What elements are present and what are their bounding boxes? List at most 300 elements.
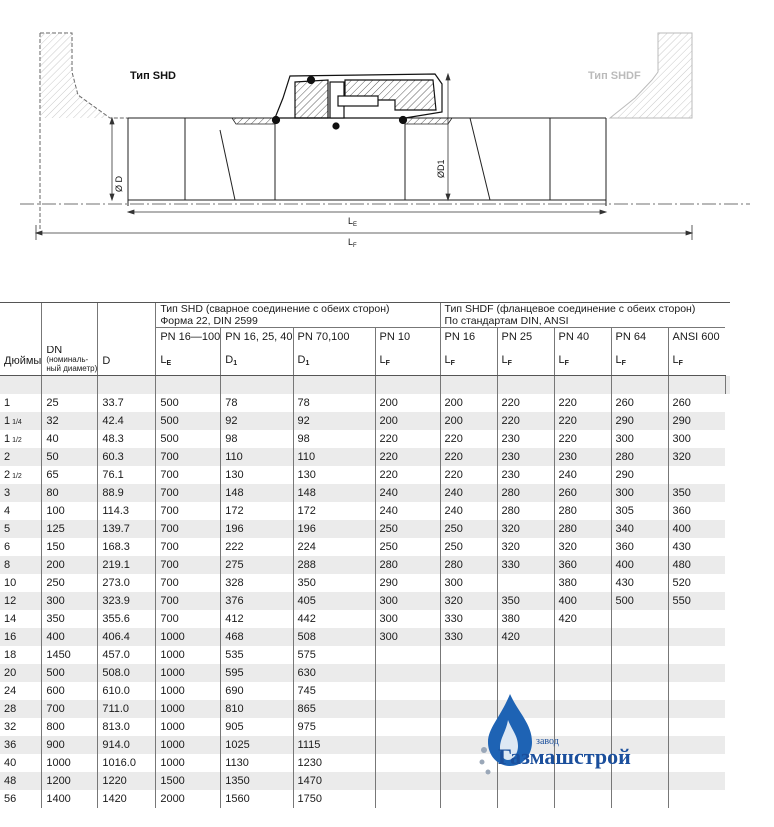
cell-lf-pn10: 290: [375, 574, 440, 592]
cell-le: 1000: [156, 646, 221, 664]
header-row-groups: [0, 303, 730, 328]
cell-dn: 700: [42, 700, 98, 718]
cell-dn: 40: [42, 430, 98, 448]
cell-le: 1000: [156, 718, 221, 736]
cell-inch: 3: [0, 484, 42, 502]
cell-lf-ansi600: 300: [668, 430, 725, 448]
cell-lf-ansi600: 350: [668, 484, 725, 502]
cell-inch: 5: [0, 520, 42, 538]
cell-d: 610.0: [98, 682, 156, 700]
cell-inch: 4: [0, 502, 42, 520]
col-lf6-main: L: [672, 354, 679, 366]
cell-le: 700: [156, 592, 221, 610]
dim-le-label: [348, 216, 357, 228]
cell-lf-pn40: 380: [554, 574, 611, 592]
col-lf-header-3: [497, 346, 554, 376]
cell-d: 168.3: [98, 538, 156, 556]
cell-d: 711.0: [98, 700, 156, 718]
cell-d: 42.4: [98, 412, 156, 430]
cell-lf-pn64: [611, 628, 668, 646]
cell-lf-pn16: 220: [440, 466, 497, 484]
cell-lf-pn40: [554, 646, 611, 664]
cell-le: 1000: [156, 664, 221, 682]
cell-inch: 56: [0, 790, 42, 808]
cell-lf-ansi600: 290: [668, 412, 725, 430]
cell-lf-pn40: 420: [554, 610, 611, 628]
cell-le: 700: [156, 538, 221, 556]
spacer-row: [0, 376, 730, 395]
cell-lf-pn40: 260: [554, 484, 611, 502]
cell-dn: 300: [42, 592, 98, 610]
cell-dn: 250: [42, 574, 98, 592]
cell-d: 48.3: [98, 430, 156, 448]
col-d1b-main: D: [297, 354, 306, 366]
cell-d1-a: 1025: [221, 736, 293, 754]
cell-d1-a: 222: [221, 538, 293, 556]
cell-lf-ansi600: 430: [668, 538, 725, 556]
inch-whole: 1: [4, 415, 11, 427]
group-shd-standard: Форма 22, DIN 2599: [160, 315, 258, 327]
cell-d: 33.7: [98, 394, 156, 412]
cell-lf-pn16: [440, 790, 497, 808]
cell-d1-a: 1350: [221, 772, 293, 790]
cell-d1-a: 78: [221, 394, 293, 412]
cell-lf-pn25: 280: [497, 484, 554, 502]
inch-fraction: 1/2: [10, 437, 22, 444]
table-row: [0, 610, 730, 628]
cell-lf-pn10: 300: [375, 628, 440, 646]
cell-d1-a: 148: [221, 484, 293, 502]
cell-dn: 125: [42, 520, 98, 538]
col-lf2-main: L: [444, 354, 451, 366]
cell-lf-ansi600: 480: [668, 556, 725, 574]
cell-lf-pn10: 220: [375, 430, 440, 448]
cell-le: 1000: [156, 628, 221, 646]
inch-fraction: 1/2: [10, 473, 22, 480]
cell-lf-ansi600: [668, 646, 725, 664]
cell-inch: 12: [0, 592, 42, 610]
dim-lf-main: L: [348, 237, 354, 247]
cell-dn: 50: [42, 448, 98, 466]
cell-inch: 6: [0, 538, 42, 556]
cell-lf-ansi600: 260: [668, 394, 725, 412]
cell-d: 1420: [98, 790, 156, 808]
cell-inch: 8: [0, 556, 42, 574]
cell-lf-pn25: 380: [497, 610, 554, 628]
cell-d1-b: 1750: [293, 790, 375, 808]
cell-d1-b: 745: [293, 682, 375, 700]
cell-lf-pn25: 230: [497, 430, 554, 448]
company-logo: [478, 690, 678, 785]
cell-inch: [0, 430, 42, 448]
cell-lf-pn64: 280: [611, 448, 668, 466]
cell-d1-a: 110: [221, 448, 293, 466]
cell-lf-pn10: 300: [375, 592, 440, 610]
table-row: [0, 520, 730, 538]
cell-lf-pn25: [497, 664, 554, 682]
cell-d1-a: 810: [221, 700, 293, 718]
cell-d1-a: 98: [221, 430, 293, 448]
cell-inch: 24: [0, 682, 42, 700]
cell-d1-b: 98: [293, 430, 375, 448]
cell-d1-b: 110: [293, 448, 375, 466]
table-row: [0, 502, 730, 520]
col-le-sub: E: [166, 360, 172, 367]
col-d-header: D: [98, 346, 156, 376]
cell-lf-ansi600: [668, 790, 725, 808]
cell-lf-ansi600: 320: [668, 448, 725, 466]
group-shd-title: Тип SHD (сварное соединение с обеих сторон): [160, 303, 390, 315]
cell-inch: 32: [0, 718, 42, 736]
cell-lf-pn10: [375, 754, 440, 772]
col-lf3-main: L: [501, 354, 508, 366]
cell-le: 700: [156, 448, 221, 466]
cell-d1-a: 1130: [221, 754, 293, 772]
cell-lf-pn25: 320: [497, 520, 554, 538]
cell-inch: 20: [0, 664, 42, 682]
table-row: [0, 556, 730, 574]
cell-d: 457.0: [98, 646, 156, 664]
cell-d1-b: 405: [293, 592, 375, 610]
cell-le: 1500: [156, 772, 221, 790]
cell-dn: 400: [42, 628, 98, 646]
cell-le: 700: [156, 466, 221, 484]
pressure-shdf-1: PN 10: [375, 328, 440, 347]
left-flange-hatch: [40, 33, 110, 118]
col-dn-header: [42, 346, 98, 376]
pressure-shd-1: PN 16—100: [156, 328, 221, 347]
cell-dn: 600: [42, 682, 98, 700]
cell-inch: 10: [0, 574, 42, 592]
table-row: [0, 790, 730, 808]
cell-d1-a: 376: [221, 592, 293, 610]
cell-d1-b: 148: [293, 484, 375, 502]
cell-d1-b: 508: [293, 628, 375, 646]
cell-dn: 200: [42, 556, 98, 574]
cell-d1-b: 1470: [293, 772, 375, 790]
cell-d1-a: 92: [221, 412, 293, 430]
table-row: [0, 484, 730, 502]
cell-lf-ansi600: 550: [668, 592, 725, 610]
cell-lf-pn40: 400: [554, 592, 611, 610]
cell-d: 323.9: [98, 592, 156, 610]
cell-lf-pn10: 240: [375, 502, 440, 520]
cell-d1-a: 196: [221, 520, 293, 538]
cell-le: 700: [156, 520, 221, 538]
cell-dn: 150: [42, 538, 98, 556]
dim-d-label: Ø D: [114, 175, 124, 192]
cell-d1-b: 172: [293, 502, 375, 520]
cell-lf-pn64: 340: [611, 520, 668, 538]
col-lf5-sub: F: [621, 360, 626, 367]
cell-d: 76.1: [98, 466, 156, 484]
cell-lf-pn40: 360: [554, 556, 611, 574]
cell-d1-b: 575: [293, 646, 375, 664]
technical-drawing: [0, 0, 774, 300]
cell-lf-ansi600: [668, 610, 725, 628]
cell-lf-pn16: 250: [440, 538, 497, 556]
cell-lf-pn16: [440, 664, 497, 682]
cell-lf-pn16: 300: [440, 574, 497, 592]
cell-lf-pn40: 240: [554, 466, 611, 484]
cell-lf-pn64: [611, 646, 668, 664]
dim-d1-label: ØD1: [436, 159, 446, 178]
cell-d: 914.0: [98, 736, 156, 754]
cell-d1-a: 595: [221, 664, 293, 682]
col-lf1-main: L: [379, 354, 386, 366]
cell-lf-pn10: 200: [375, 412, 440, 430]
cell-lf-pn10: 220: [375, 448, 440, 466]
cell-lf-pn25: 350: [497, 592, 554, 610]
cell-d1-a: 328: [221, 574, 293, 592]
cell-lf-pn64: 360: [611, 538, 668, 556]
group-shdf-standard: По стандартам DIN, ANSI: [444, 315, 569, 327]
cell-d1-a: 412: [221, 610, 293, 628]
cell-lf-pn10: 220: [375, 466, 440, 484]
cell-lf-pn25: 280: [497, 502, 554, 520]
cell-dn: 900: [42, 736, 98, 754]
cell-d: 1016.0: [98, 754, 156, 772]
cell-lf-pn64: 400: [611, 556, 668, 574]
cell-lf-pn40: 230: [554, 448, 611, 466]
table-row: [0, 628, 730, 646]
cell-inch: 40: [0, 754, 42, 772]
col-lf5-main: L: [615, 354, 622, 366]
cell-lf-pn40: 220: [554, 430, 611, 448]
cell-inch: 1: [0, 394, 42, 412]
cell-lf-pn64: 430: [611, 574, 668, 592]
cell-lf-pn10: 240: [375, 484, 440, 502]
inch-fraction: 1/4: [10, 419, 22, 426]
cell-lf-pn16: 250: [440, 520, 497, 538]
cell-dn: 100: [42, 502, 98, 520]
cell-dn: 80: [42, 484, 98, 502]
cell-le: 500: [156, 394, 221, 412]
cell-d1-b: 224: [293, 538, 375, 556]
cell-le: 700: [156, 556, 221, 574]
cell-lf-pn25: [497, 574, 554, 592]
cell-lf-pn16: 330: [440, 610, 497, 628]
cell-lf-pn10: 250: [375, 520, 440, 538]
cell-inch: 48: [0, 772, 42, 790]
table-row: [0, 538, 730, 556]
cell-lf-ansi600: 400: [668, 520, 725, 538]
cell-lf-pn64: 290: [611, 466, 668, 484]
pressure-shd-3: PN 70,100: [293, 328, 375, 347]
col-d1a-sub: 1: [233, 360, 238, 367]
cell-le: 1000: [156, 682, 221, 700]
group-shdf-title: Тип SHDF (фланцевое соединение с обеих сторон): [444, 303, 696, 315]
pressure-shdf-5: PN 64: [611, 328, 668, 347]
cell-d: 60.3: [98, 448, 156, 466]
cell-d1-a: 172: [221, 502, 293, 520]
pressure-shdf-3: PN 25: [497, 328, 554, 347]
pressure-shdf-2: PN 16: [440, 328, 497, 347]
cell-d: 219.1: [98, 556, 156, 574]
dim-lf-sub: F: [353, 243, 357, 249]
cell-lf-pn40: 220: [554, 412, 611, 430]
cell-d1-a: 905: [221, 718, 293, 736]
col-lf4-main: L: [558, 354, 565, 366]
cell-lf-pn40: 280: [554, 502, 611, 520]
cell-lf-pn10: [375, 664, 440, 682]
cell-lf-pn16: [440, 646, 497, 664]
cell-lf-pn64: 300: [611, 430, 668, 448]
col-d1a-main: D: [225, 354, 234, 366]
cell-lf-pn64: 305: [611, 502, 668, 520]
cell-lf-pn10: 300: [375, 610, 440, 628]
cell-d: 406.4: [98, 628, 156, 646]
pressure-shdf-4: PN 40: [554, 328, 611, 347]
col-dn-label: DN: [46, 346, 63, 356]
cell-d: 114.3: [98, 502, 156, 520]
cell-le: 700: [156, 574, 221, 592]
logo-small-text: завод: [536, 736, 559, 747]
table-row: [0, 412, 730, 430]
cell-lf-pn40: [554, 790, 611, 808]
cell-d1-a: 275: [221, 556, 293, 574]
cell-lf-pn40: [554, 664, 611, 682]
cell-lf-ansi600: [668, 628, 725, 646]
cell-d1-a: 1560: [221, 790, 293, 808]
cell-lf-ansi600: 520: [668, 574, 725, 592]
group-shdf-header: [440, 303, 730, 328]
cell-lf-pn25: 230: [497, 448, 554, 466]
cell-d1-b: 130: [293, 466, 375, 484]
cell-lf-pn16: 200: [440, 412, 497, 430]
col-d1b-sub: 1: [305, 360, 310, 367]
cell-lf-pn25: 230: [497, 466, 554, 484]
table-row: [0, 448, 730, 466]
cell-lf-pn10: [375, 646, 440, 664]
table-row: [0, 430, 730, 448]
cell-dn: 65: [42, 466, 98, 484]
pressure-shdf-6: ANSI 600: [668, 328, 725, 347]
cell-d: 813.0: [98, 718, 156, 736]
cell-lf-pn16: 320: [440, 592, 497, 610]
pipe-body: [128, 118, 606, 206]
cell-d1-b: 350: [293, 574, 375, 592]
cell-lf-pn64: [611, 790, 668, 808]
cell-inch: 16: [0, 628, 42, 646]
cell-lf-pn64: [611, 610, 668, 628]
cell-d1-a: 535: [221, 646, 293, 664]
dim-lf-label: [348, 237, 357, 249]
cell-d: 88.9: [98, 484, 156, 502]
cell-dn: 32: [42, 412, 98, 430]
cell-d1-b: 1115: [293, 736, 375, 754]
col-lf1-sub: F: [385, 360, 390, 367]
table-row: [0, 574, 730, 592]
cell-lf-pn10: [375, 736, 440, 754]
cell-d1-b: 78: [293, 394, 375, 412]
cell-lf-pn16: 240: [440, 502, 497, 520]
cell-le: 1000: [156, 736, 221, 754]
label-type-shdf: Тип SHDF: [588, 70, 641, 82]
cell-d1-b: 865: [293, 700, 375, 718]
cell-d1-b: 288: [293, 556, 375, 574]
cell-le: 1000: [156, 754, 221, 772]
col-lf-header-6: [668, 346, 725, 376]
inch-whole: 2: [4, 469, 11, 481]
cell-lf-pn10: [375, 772, 440, 790]
cell-lf-pn25: 420: [497, 628, 554, 646]
label-type-shd: Тип SHD: [130, 70, 176, 82]
col-lf-header-2: [440, 346, 497, 376]
cell-le: 2000: [156, 790, 221, 808]
cell-lf-pn10: [375, 718, 440, 736]
cell-inch: [0, 412, 42, 430]
cell-lf-pn16: 200: [440, 394, 497, 412]
pressure-shd-2: PN 16, 25, 40: [221, 328, 293, 347]
cell-dn: 1450: [42, 646, 98, 664]
col-dn-note-1: (номиналь-: [46, 355, 89, 364]
cell-inch: 18: [0, 646, 42, 664]
cell-d: 508.0: [98, 664, 156, 682]
cell-le: 700: [156, 610, 221, 628]
cell-lf-pn40: 320: [554, 538, 611, 556]
cell-le: 700: [156, 484, 221, 502]
header-row-symbols: [0, 346, 730, 376]
cell-lf-pn64: [611, 664, 668, 682]
col-d1-header-a: [221, 346, 293, 376]
cell-lf-pn64: 500: [611, 592, 668, 610]
cell-d1-a: 690: [221, 682, 293, 700]
cell-lf-pn64: 290: [611, 412, 668, 430]
cell-lf-pn10: 280: [375, 556, 440, 574]
cell-lf-pn10: [375, 790, 440, 808]
col-d1-header-b: [293, 346, 375, 376]
cell-le: 500: [156, 430, 221, 448]
cell-dn: 1000: [42, 754, 98, 772]
cell-dn: 1400: [42, 790, 98, 808]
cell-lf-pn40: 280: [554, 520, 611, 538]
cell-d1-a: 130: [221, 466, 293, 484]
cell-dn: 800: [42, 718, 98, 736]
dim-le-sub: E: [353, 222, 358, 228]
cell-lf-ansi600: [668, 466, 725, 484]
col-inch-header: Дюймы: [0, 346, 42, 376]
cell-lf-pn25: 330: [497, 556, 554, 574]
cell-lf-pn16: 280: [440, 556, 497, 574]
cell-d1-b: 442: [293, 610, 375, 628]
cell-lf-pn10: [375, 700, 440, 718]
cell-d: 1220: [98, 772, 156, 790]
cell-d: 273.0: [98, 574, 156, 592]
col-lf-header-5: [611, 346, 668, 376]
cell-dn: 500: [42, 664, 98, 682]
group-shd-header: [156, 303, 440, 328]
cell-lf-pn16: 220: [440, 448, 497, 466]
cell-inch: [0, 466, 42, 484]
dim-le-main: L: [348, 216, 354, 226]
col-lf3-sub: F: [507, 360, 512, 367]
col-dn-note-2: ный диаметр): [46, 364, 98, 373]
cell-lf-pn16: 220: [440, 430, 497, 448]
cell-lf-pn25: [497, 646, 554, 664]
cell-lf-pn25: 220: [497, 394, 554, 412]
col-le-header: [156, 346, 221, 376]
cell-inch: 14: [0, 610, 42, 628]
cell-lf-pn64: 260: [611, 394, 668, 412]
cell-dn: 1200: [42, 772, 98, 790]
cell-le: 500: [156, 412, 221, 430]
logo-big-text: Газмашстрой: [498, 744, 631, 769]
col-lf4-sub: F: [564, 360, 569, 367]
cell-d: 139.7: [98, 520, 156, 538]
table-row: [0, 664, 730, 682]
cell-le: 1000: [156, 700, 221, 718]
